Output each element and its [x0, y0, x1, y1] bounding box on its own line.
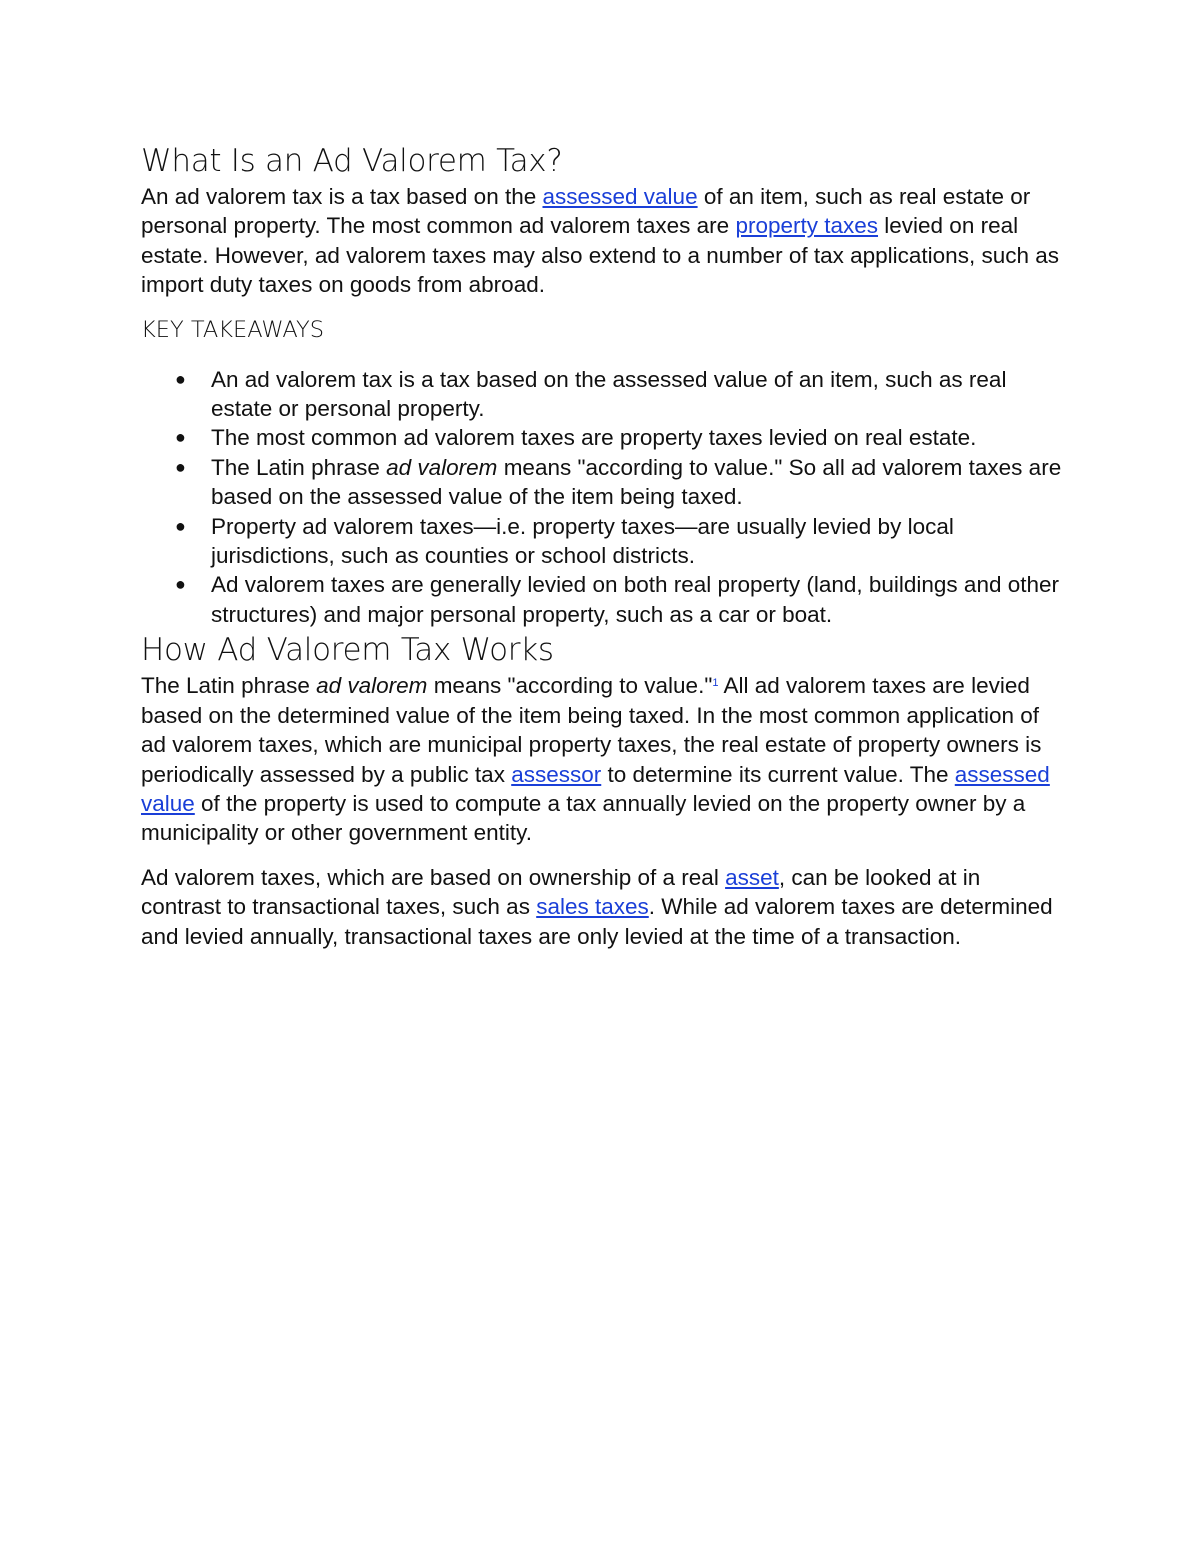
intro-paragraph [141, 182, 1063, 300]
p1-text-5: of the property is used to compute a tax annually levied on the property owner by a municipality or other government entity. [141, 790, 1026, 846]
list-item [141, 453, 1063, 512]
list-item-text-post: means "according to value." So all ad valorem taxes are based on the assessed value of the item being taxed. [211, 454, 1062, 510]
p1-text-2: means "according to value." [427, 673, 713, 699]
list-item [141, 512, 1063, 571]
p2-text-1: Ad valorem taxes, which are based on ownership of a real [141, 864, 726, 890]
key-takeaways-list [141, 365, 1063, 630]
document-page [141, 140, 1063, 951]
section-title-how-it-works: How Ad Valorem Tax Works [141, 632, 554, 669]
section-title-what-is: What Is an Ad Valorem Tax? [141, 143, 563, 179]
list-item [141, 365, 1063, 424]
list-item [141, 423, 1063, 452]
bullet-icon: ● [175, 515, 186, 536]
asset-link[interactable]: asset [725, 864, 779, 890]
list-item-text: Ad valorem taxes are generally levied on both real property (land, buildings and other structures) and major personal property, such as a car or boat. [211, 572, 1060, 627]
how-it-works-paragraph-1 [141, 671, 1063, 847]
list-item [141, 570, 1063, 629]
bullet-icon: ● [175, 427, 186, 448]
property-taxes-link[interactable]: property taxes [735, 213, 879, 239]
assessed-value-link[interactable]: assessed value [542, 184, 698, 209]
bullet-icon: ● [175, 456, 186, 477]
list-item-emphasis: ad valorem [386, 454, 498, 480]
p1-emphasis: ad valorem [316, 673, 428, 699]
list-item-text: Property ad valorem taxes—i.e. property taxes—are usually levied by local jurisdictions, such as counties or school districts. [211, 513, 954, 569]
p1-text-3: All ad valorem taxes are levied based on the determined value of the item being taxed. In the most common application of ad valorem taxes, which are municipal property taxes, the real estate of property owners is periodically assessed by a public tax [141, 673, 1042, 787]
sales-taxes-link[interactable]: sales taxes [536, 894, 649, 920]
intro-text-1: An ad valorem tax is a tax based on the [141, 184, 543, 209]
footnote-marker[interactable]: 1 [712, 677, 719, 690]
p2-text-2: , can be looked at in contrast to transactional taxes, such as [141, 864, 981, 920]
p1-text-4: to determine its current value. The [601, 761, 955, 787]
how-it-works-paragraph-2 [141, 863, 1063, 951]
assessed-value-link-2[interactable]: assessed value [141, 761, 1050, 816]
p1-text-1: The Latin phrase [141, 673, 317, 699]
intro-text-2: of an item, such as real estate or personal property. The most common ad valorem taxes are [141, 184, 1031, 239]
intro-text-3: levied on real estate. However, ad valorem taxes may also extend to a number of tax applications, such as import duty taxes on goods from abroad. [141, 213, 1059, 298]
key-takeaways-heading: KEY TAKEAWAYS [141, 316, 325, 343]
assessor-link[interactable]: assessor [511, 761, 602, 787]
p2-text-3: . While ad valorem taxes are determined and levied annually, transactional taxes are only levied at the time of a transaction. [141, 894, 1053, 949]
bullet-icon: ● [175, 574, 186, 595]
list-item-text-pre: The Latin phrase [211, 454, 387, 480]
list-item-text: An ad valorem tax is a tax based on the assessed value of an item, such as real estate or personal property. [211, 366, 1007, 422]
list-item-text: The most common ad valorem taxes are property taxes levied on real estate. [211, 425, 977, 451]
bullet-icon: ● [175, 368, 186, 389]
